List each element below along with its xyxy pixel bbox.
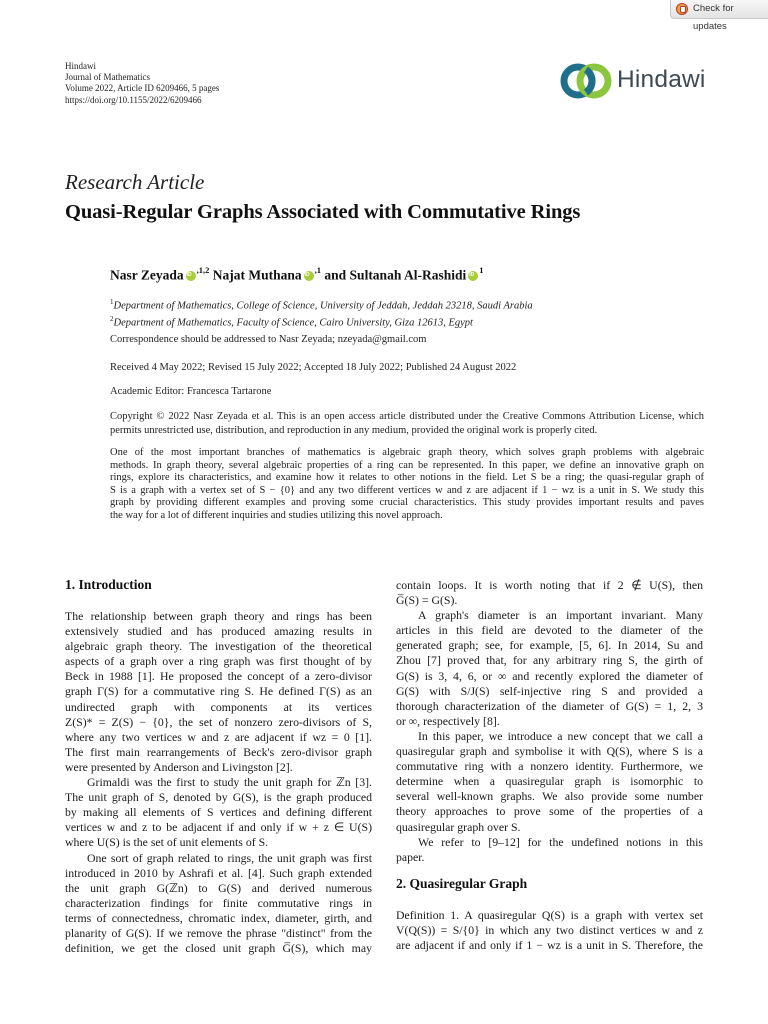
text-line: quasiregular graph and symbolise it with Q(S), where S is a — [396, 744, 703, 759]
text-line: thorough characterization of the diameter of G(S) = 1, 2, 3 — [396, 698, 703, 713]
article-type: Research Article — [65, 170, 205, 194]
text-line: We refer to [9–12] for the undefined notions in this — [418, 834, 703, 849]
text-line: by making all elements of S vertices and defining different — [65, 805, 372, 820]
text-line: aspects of a graph over a ring graph was first thought of by — [65, 654, 372, 669]
text-line: algebraic graph theory. The investigation of the theoretical — [65, 639, 372, 654]
copyright-notice: Copyright © 2022 Nasr Zeyada et al. This is an open access article distributed under the Creative Commons Attribution License, which permits unrestricted use, distribution, and reproduction in any medium, provided the original work is properly cited. — [110, 411, 704, 436]
text-line: Beck in 1988 [1]. He proposed the concept of a zero-divisor — [65, 669, 372, 684]
text-line: One sort of graph related to rings, the unit graph was first — [87, 850, 372, 865]
volume-info: Volume 2022, Article ID 6209466, 5 pages — [65, 83, 220, 94]
journal-name: Journal of Mathematics — [65, 72, 150, 83]
text-line: Z(S)* = Z(S) − {0}, the set of nonzero zero-divisors of S, — [65, 714, 372, 729]
doi-link[interactable]: https://doi.org/10.1155/2022/6209466 — [65, 94, 202, 105]
abstract-line: S is a graph with a vertex set of S − {0} and any two different vertices w and z are adjacent if 1 − wz is a unit in S. We study this — [110, 484, 704, 496]
author-name: Nasr Zeyada — [110, 267, 184, 283]
introduction-text-continued — [396, 578, 703, 865]
text-line: theory approaches to prove some of the properties of a — [396, 804, 703, 819]
academic-editor: Academic Editor: Francesca Tartarone — [110, 386, 272, 397]
text-line: introduced in 2010 by Ashrafi et al. [4]. Such graph extended — [65, 865, 372, 880]
text-line: commutative ring with a nonzero identity. Furthermore, we — [396, 759, 703, 774]
text-line: paper. — [396, 849, 425, 864]
text-line: graph Γ(S) for a commutative ring S. He defined Γ(S) as an — [65, 684, 372, 699]
affiliations — [110, 296, 533, 329]
orcid-icon[interactable] — [304, 271, 314, 281]
text-line: G̅(S) = G(S). — [396, 593, 458, 608]
correspondence: Correspondence should be addressed to Nasr Zeyada; nzeyada@gmail.com — [110, 334, 427, 345]
hindawi-logo — [558, 60, 708, 102]
text-line: V(Q(S)) = S/{0} in which any two distinct vertices w and z — [396, 923, 703, 938]
text-line: A graph's diameter is an important invariant. Many — [418, 608, 703, 623]
publisher-name: Hindawi — [65, 61, 96, 71]
orcid-icon[interactable] — [468, 271, 478, 281]
text-line: where any two vertices w and z are adjacent if wz = 0 [1]. — [65, 729, 372, 744]
text-line: generated graph; see, for example, [5, 6]. In 2014, Su and — [396, 638, 703, 653]
text-line: the unit graph G(ℤn) to G(S) and derived numerous — [65, 880, 372, 895]
text-line: determine when a quasiregular graph is isomorphic to — [396, 774, 703, 789]
text-line: The unit graph of S, denoted by G(S), is the graph produced — [65, 790, 372, 805]
abstract-line: One of the most important branches of mathematics is algebraic graph theory, which solves graph problems with algebraic — [110, 447, 704, 458]
text-line: The first main rearrangements of Beck's zero-divisor graph — [65, 744, 372, 759]
text-line: planarity of G(S). If we remove the phrase "distinct" from the — [65, 925, 372, 940]
section-heading-quasiregular: 2. Quasiregular Graph — [396, 876, 528, 891]
abstract-line: methods. In graph theory, several algebraic properties of a ring can be represented. In this paper, we define an innovative graph on — [110, 459, 704, 471]
text-line: undirected graph with components at its vertices — [65, 699, 372, 714]
text-line: G(S) with S/J(S) self-injective ring S and provided a — [396, 683, 703, 698]
update-icon — [676, 3, 688, 15]
article-title: Quasi-Regular Graphs Associated with Commutative Rings — [65, 201, 581, 223]
affiliation-1: $^1$Department of Mathematics, College of Science, University of Jeddah, Jeddah 23218, Saudi Arabia — [110, 298, 533, 312]
text-line: or ∞, respectively [8]. — [396, 713, 500, 728]
abstract-line: graph by providing different examples and proving some crucial characteristics. This study provides important results and paves — [110, 497, 704, 508]
author-name: Najat Muthana — [212, 267, 302, 283]
text-line: characterization findings for finite commutative rings in — [65, 895, 372, 910]
text-line: Definition 1. A quasiregular Q(S) is a graph with vertex set — [396, 908, 703, 922]
author-list — [110, 266, 483, 284]
text-line: In this paper, we introduce a new concept that we call a — [418, 728, 703, 743]
hindawi-logo-icon — [558, 60, 614, 102]
check-for-updates-button[interactable] — [670, 0, 768, 32]
text-line: were presented by Anderson and Livingston [2]. — [65, 759, 293, 774]
author-name: and Sultanah Al-Rashidi — [324, 267, 467, 283]
text-line: quasiregular graph over S. — [396, 819, 521, 834]
hindawi-logo-text: Hindawi — [617, 66, 706, 93]
text-line: terms of connectedness, chromatic index, diameter, girth, and — [65, 910, 372, 925]
introduction-text — [65, 609, 372, 956]
abstract — [110, 447, 704, 522]
author-affil-sup: ,1,2 — [196, 265, 210, 275]
text-line: are adjacent if and only if 1 − wz is a unit in S. Therefore, the — [396, 938, 703, 953]
text-line: extensively studied and has produced amazing results in — [65, 624, 372, 639]
check-updates-label: Check for updates — [693, 3, 734, 32]
text-line: The relationship between graph theory and rings has been — [65, 609, 372, 623]
text-line: vertices w and z to be adjacent if and only if w + z ∈ U(S) — [65, 820, 372, 835]
text-line: Grimaldi was the first to study the unit graph for ℤn [3]. — [87, 775, 372, 790]
abstract-line: rings, explore its characteristics, and examine how it relates to other notions in the field. Let S be a ring; the quasi-regular graph of — [110, 472, 704, 483]
journal-meta — [65, 61, 219, 106]
text-line: contain loops. It is worth noting that if 2 ∉ U(S), then — [396, 578, 703, 592]
text-line: G(S) is 3, 4, 6, or ∞ and recently explored the diameter of — [396, 668, 703, 683]
affiliation-2: $^2$Department of Mathematics, Faculty of Science, Cairo University, Giza 12613, Egypt — [110, 314, 473, 328]
history-dates: Received 4 May 2022; Revised 15 July 2022; Accepted 18 July 2022; Published 24 August 2022 — [110, 362, 517, 373]
abstract-line: the way for a lot of different inquiries and studies utilizing this novel approach. — [110, 509, 443, 521]
orcid-icon[interactable] — [186, 271, 196, 281]
text-line: Zhou [7] proved that, for any arbitrary ring S, the girth of — [396, 653, 703, 668]
author-affil-sup: 1 — [479, 265, 484, 275]
text-line: several well-known graphs. We also provide some number — [396, 789, 703, 804]
text-line: where U(S) is the set of unit elements of S. — [65, 835, 269, 850]
author-affil-sup: ,1 — [314, 265, 322, 275]
section-heading-introduction: 1. Introduction — [65, 577, 152, 592]
text-line: articles in this field are devoted to the diameter of the — [396, 623, 703, 638]
definition-text — [396, 908, 703, 953]
text-line: definition, we get the closed unit graph G̅(S), which may — [65, 941, 372, 956]
